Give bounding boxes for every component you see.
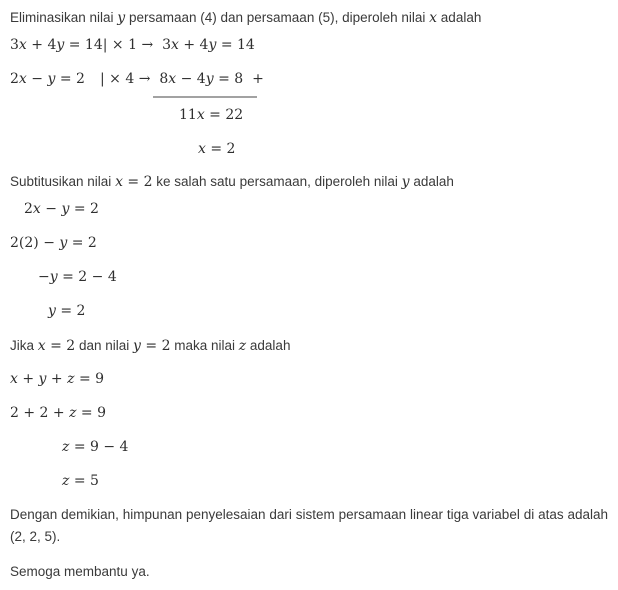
equation-2-lhs: 2x − y = 2: [10, 71, 85, 87]
substitution-equation-2: 2(2) − y = 2: [10, 235, 97, 251]
z-equation-3: z = 9 − 4: [62, 439, 129, 455]
z-equation-2: 2 + 2 + z = 9: [10, 405, 107, 421]
equation-1-multiplied: | × 1 → 3x + 4y = 14: [102, 37, 255, 53]
elimination-equation-row-2: [10, 62, 608, 96]
substitution-intro: Subtitusikan nilai x = 2 ke salah satu persamaan, diperoleh nilai y adalah: [10, 174, 454, 190]
substitution-equation-1: 2x − y = 2: [24, 201, 99, 217]
equation-sum: 11x = 22: [179, 107, 244, 123]
equation-x-result: x = 2: [198, 141, 236, 157]
equation-1-lhs: 3x + 4y = 14: [10, 37, 103, 53]
elimination-equation-row-1: [10, 28, 608, 62]
elimination-intro: Eliminasikan nilai y persamaan (4) dan persamaan (5), diperoleh nilai x adalah: [10, 10, 482, 26]
conclusion-line-1: Dengan demikian, himpunan penyelesaian dari sistem persamaan linear tiga variabel di atas adalah: [10, 507, 608, 522]
z-equation-4: z = 5: [62, 473, 99, 489]
closing-note: Semoga membantu ya.: [10, 564, 150, 579]
z-value-intro: Jika x = 2 dan nilai y = 2 maka nilai z adalah: [10, 338, 291, 354]
conclusion-paragraph: [10, 504, 608, 548]
substitution-equation-4: y = 2: [48, 303, 86, 319]
conclusion-line-2: (2, 2, 5).: [10, 529, 61, 544]
z-equation-1: x + y + z = 9: [10, 371, 105, 387]
equation-2-multiplied: | × 4 → 8x − 4y = 8 +: [100, 71, 264, 87]
substitution-equation-3: −y = 2 − 4: [38, 269, 117, 285]
